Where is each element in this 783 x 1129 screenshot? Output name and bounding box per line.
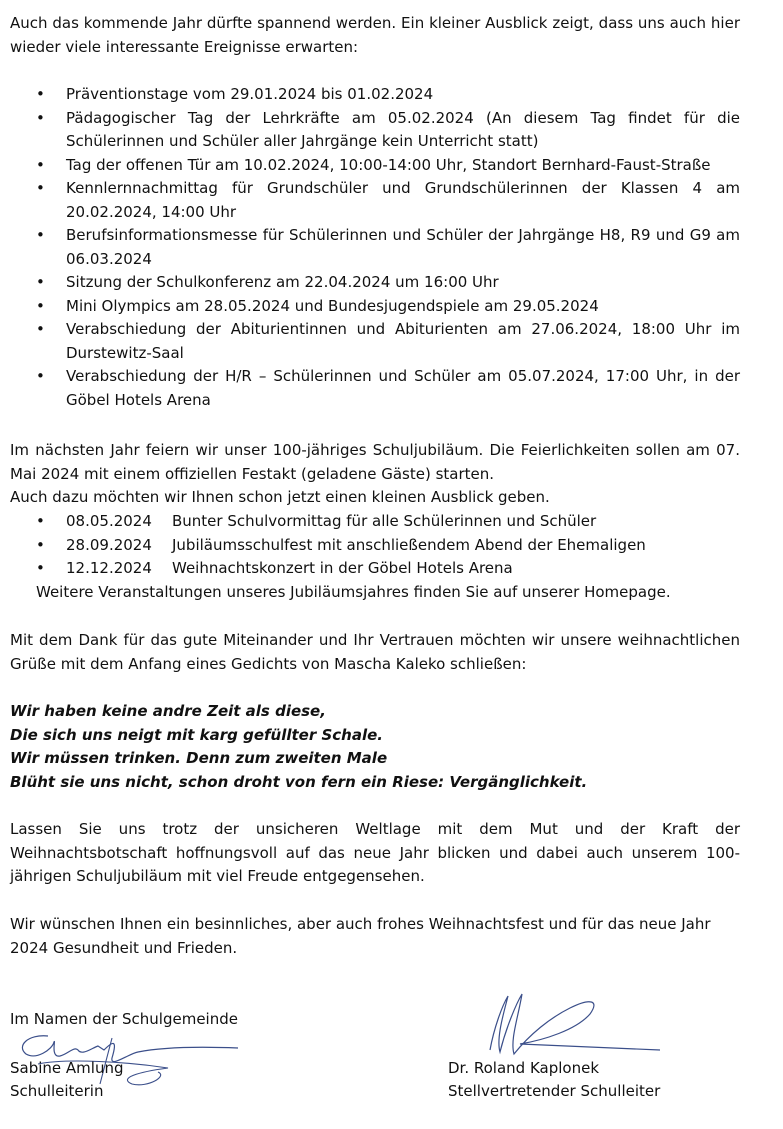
- events-list: [10, 83, 740, 412]
- event-text: Weihnachtskonzert in der Göbel Hotels Arena: [172, 559, 513, 577]
- jubilee-intro: Im nächsten Jahr feiern wir unser 100-jähriges Schuljubiläum. Die Feierlichkeiten sollen am 07. Mai 2024 mit einem offiziellen Festakt (geladene Gäste) starten.: [10, 441, 740, 483]
- list-item: [10, 557, 740, 581]
- poem-line: Wir müssen trinken. Denn zum zweiten Male: [10, 749, 388, 767]
- outlook-paragraph: Lassen Sie uns trotz der unsicheren Weltlage mit dem Mut und der Kraft der Weihnachtsbotschaft hoffnungsvoll auf das neue Jahr blicken und dabei auch unserem 100-jährigen Schuljubiläum mit viel Freude entgegensehen.: [10, 820, 740, 885]
- list-item: • Pädagogischer Tag der Lehrkräfte am 05.02.2024 (An diesem Tag findet für die Schülerinnen und Schüler aller Jahrgänge kein Unterricht statt): [10, 107, 740, 154]
- jubilee-events-list: [10, 510, 740, 581]
- list-item: • Berufsinformationsmesse für Schülerinnen und Schüler der Jahrgänge H8, R9 und G9 am 06.03.2024: [10, 224, 740, 271]
- thanks-paragraph: Mit dem Dank für das gute Miteinander und Ihr Vertrauen möchten wir unsere weihnachtlichen Grüße mit dem Anfang eines Gedichts von Mascha Kaleko schließen:: [10, 631, 740, 673]
- list-item: • Verabschiedung der H/R – Schülerinnen und Schüler am 05.07.2024, 17:00 Uhr, in der Göbel Hotels Arena: [10, 365, 740, 412]
- signer-right-name: Dr. Roland Kaplonek: [448, 1059, 600, 1077]
- signature-right-graphic: [450, 988, 670, 1063]
- event-date: 28.09.2024: [66, 535, 152, 554]
- poem: [10, 700, 750, 794]
- wishes-paragraph: Wir wünschen Ihnen ein besinnliches, aber auch frohes Weihnachtsfest und für das neue Jahr 2024 Gesundheit und Frieden.: [10, 915, 711, 957]
- list-item: • Sitzung der Schulkonferenz am 22.04.2024 um 16:00 Uhr: [10, 271, 740, 295]
- event-date: 12.12.2024: [66, 559, 152, 577]
- jubilee-more: Weitere Veranstaltungen unseres Jubiläumsjahres finden Sie auf unserer Homepage.: [36, 583, 671, 601]
- poem-line: Die sich uns neigt mit karg gefüllter Schale.: [10, 725, 383, 744]
- list-item: • Verabschiedung der Abiturientinnen und Abiturienten am 27.06.2024, 18:00 Uhr im Durstewitz-Saal: [10, 318, 740, 365]
- signoff-text: Im Namen der Schulgemeinde: [10, 1010, 238, 1028]
- intro-paragraph: Auch das kommende Jahr dürfte spannend werden. Ein kleiner Ausblick zeigt, dass uns auch hier wieder viele interessante Ereignisse erwarten:: [10, 14, 740, 56]
- event-text: Bunter Schulvormittag für alle Schülerinnen und Schüler: [172, 512, 597, 530]
- jubilee-intro-2: Auch dazu möchten wir Ihnen schon jetzt einen kleinen Ausblick geben.: [10, 488, 550, 506]
- signer-right-title: Stellvertretender Schulleiter: [448, 1082, 661, 1100]
- poem-line: Blüht sie uns nicht, schon droht von fern ein Riese: Vergänglichkeit.: [10, 772, 588, 791]
- list-item: • Mini Olympics am 28.05.2024 und Bundesjugendspiele am 29.05.2024: [10, 295, 740, 319]
- event-text: Jubiläumsschulfest mit anschließendem Abend der Ehemaligen: [172, 535, 646, 554]
- signer-left-name: Sabine Amlung: [10, 1059, 124, 1077]
- list-item: • Tag der offenen Tür am 10.02.2024, 10:00-14:00 Uhr, Standort Bernhard-Faust-Straße: [10, 154, 740, 178]
- list-item: • Präventionstage vom 29.01.2024 bis 01.02.2024: [10, 83, 740, 107]
- list-item: [10, 534, 740, 558]
- poem-line: Wir haben keine andre Zeit als diese,: [10, 702, 326, 720]
- list-item: • Kennlernnachmittag für Grundschüler und Grundschülerinnen der Klassen 4 am 20.02.2024, 14:00 Uhr: [10, 177, 740, 224]
- event-date: 08.05.2024: [66, 512, 152, 530]
- list-item: [10, 510, 740, 534]
- signer-left-title: Schulleiterin: [10, 1082, 104, 1100]
